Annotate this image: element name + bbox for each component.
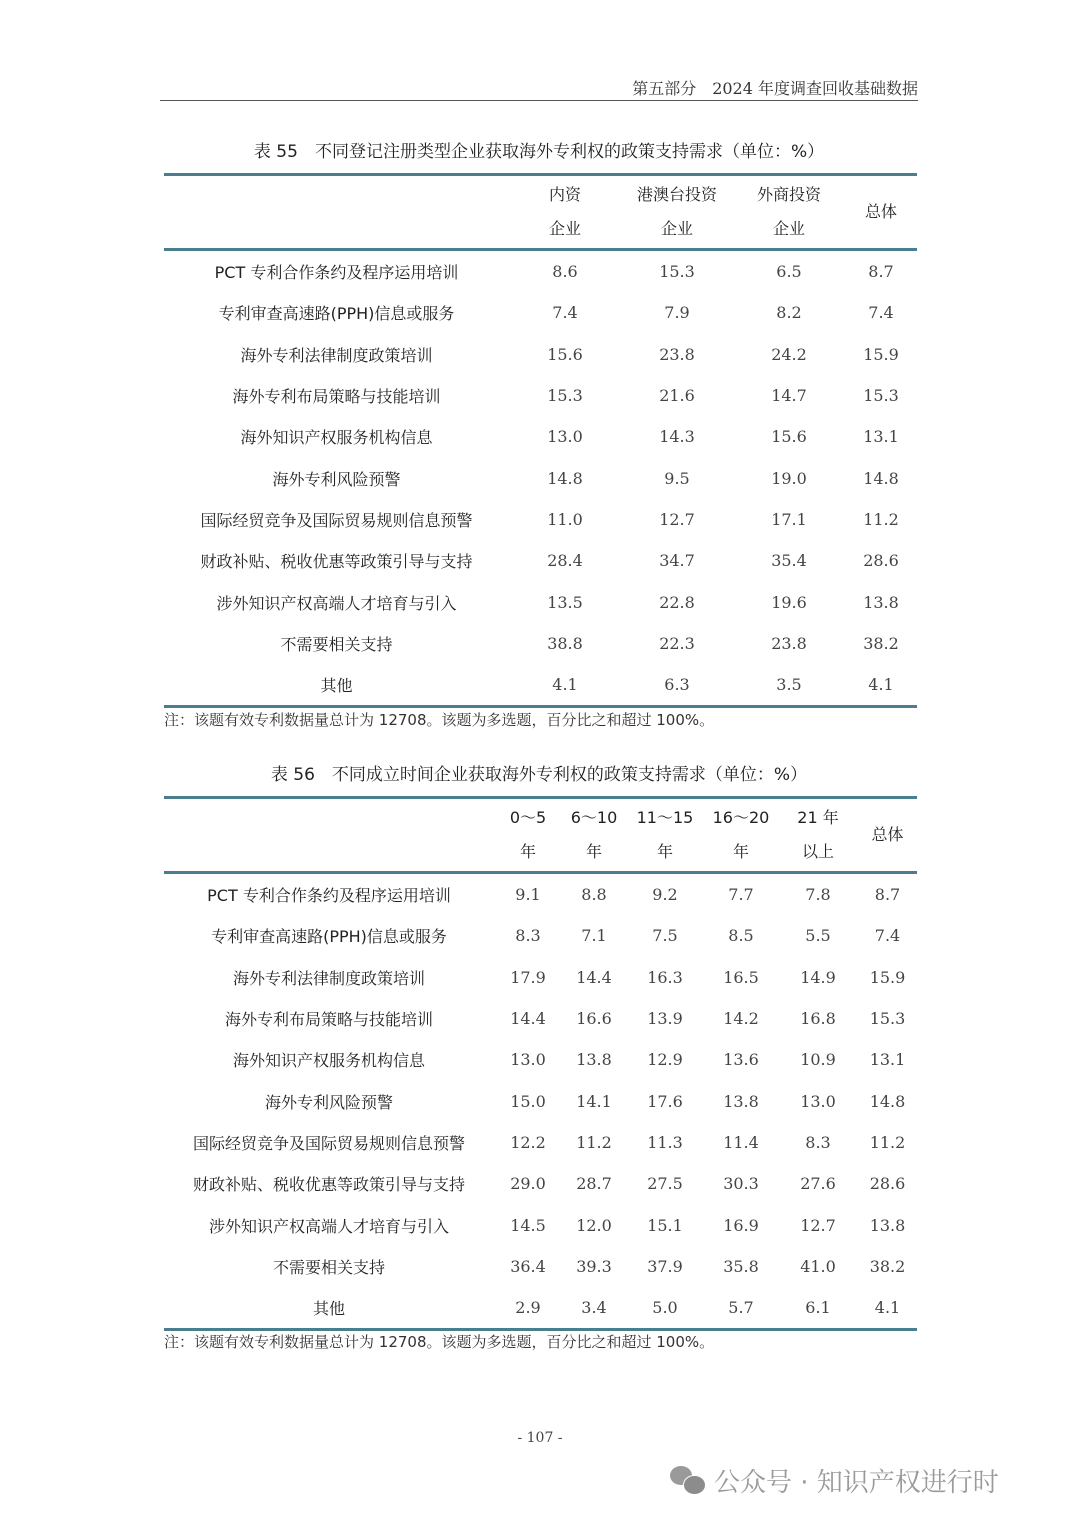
- table56-header-row: [164, 798, 917, 873]
- cell-value: 5.5: [805, 926, 831, 946]
- table-row: [164, 375, 917, 416]
- table-row: [164, 250, 917, 293]
- row-label: 不需要相关支持: [272, 1257, 385, 1277]
- cell-value: 13.1: [869, 1050, 906, 1070]
- cell-value: 14.7: [771, 386, 807, 406]
- cell-value: 13.8: [869, 1215, 906, 1235]
- cell-value: 28.6: [863, 551, 899, 571]
- cell-value: 11.2: [576, 1132, 612, 1152]
- table-row: [164, 873, 917, 916]
- row-label: 其他: [320, 676, 353, 696]
- cell-value: 19.0: [771, 468, 807, 488]
- section-header: 第五部分 2024 年度调查回收基础数据: [632, 79, 918, 98]
- cell-value: 30.3: [723, 1174, 759, 1194]
- cell-value: 13.0: [547, 427, 583, 447]
- cell-value: 4.1: [874, 1298, 901, 1318]
- cell-value: 13.0: [510, 1050, 546, 1070]
- table56-col-header: 16～20 年: [712, 808, 770, 861]
- row-label: 海外专利风险预警: [272, 469, 401, 489]
- cell-value: 38.8: [547, 633, 583, 653]
- cell-value: 39.3: [576, 1256, 612, 1276]
- table-row: [164, 1287, 917, 1330]
- cell-value: 11.3: [647, 1132, 683, 1152]
- cell-value: 8.6: [552, 262, 578, 282]
- cell-value: 15.9: [869, 967, 906, 987]
- cell-value: 14.9: [800, 967, 836, 987]
- cell-value: 16.8: [800, 1009, 836, 1029]
- table56-col-header: 0～5 年: [509, 808, 547, 861]
- row-label: 不需要相关支持: [280, 634, 393, 654]
- cell-value: 15.6: [547, 344, 583, 364]
- cell-value: 41.0: [800, 1256, 836, 1276]
- table-row: [164, 540, 917, 581]
- cell-value: 7.4: [868, 303, 894, 323]
- cell-value: 3.5: [776, 675, 802, 695]
- cell-value: 13.8: [576, 1050, 612, 1070]
- cell-value: 7.4: [874, 926, 901, 946]
- cell-value: 5.0: [652, 1298, 678, 1318]
- cell-value: 17.6: [647, 1091, 683, 1111]
- cell-value: 12.0: [576, 1215, 612, 1235]
- cell-value: 13.9: [647, 1009, 683, 1029]
- cell-value: 23.8: [659, 344, 695, 364]
- cell-value: 14.8: [863, 468, 899, 488]
- cell-value: 7.5: [652, 926, 678, 946]
- cell-value: 7.4: [552, 303, 578, 323]
- cell-value: 14.1: [576, 1091, 612, 1111]
- table56-caption: 表 56 不同成立时间企业获取海外专利权的政策支持需求（单位：%）: [270, 765, 808, 785]
- cell-value: 37.9: [647, 1256, 683, 1276]
- table56-corner: [164, 798, 494, 873]
- cell-value: 14.4: [576, 967, 612, 987]
- cell-value: 4.1: [868, 675, 894, 695]
- cell-value: 16.5: [723, 967, 759, 987]
- cell-value: 13.8: [723, 1091, 759, 1111]
- table56-note: 注：该题有效专利数据量总计为 12708。该题为多选题，百分比之和超过 100%。: [164, 1333, 715, 1351]
- table-row: [164, 1163, 917, 1204]
- cell-value: 15.0: [510, 1091, 546, 1111]
- cell-value: 14.8: [869, 1091, 906, 1111]
- cell-value: 11.2: [869, 1132, 906, 1152]
- table55: [164, 173, 917, 708]
- wechat-icon: [670, 1466, 706, 1496]
- cell-value: 15.3: [659, 262, 695, 282]
- table55-col-header: 内资 企业: [548, 185, 581, 238]
- cell-value: 15.9: [863, 344, 899, 364]
- table55-col-header: 外商投资 企业: [756, 185, 821, 238]
- table-row: [164, 581, 917, 622]
- cell-value: 24.2: [771, 344, 807, 364]
- cell-value: 9.1: [515, 885, 541, 905]
- cell-value: 28.7: [576, 1174, 612, 1194]
- cell-value: 12.9: [647, 1050, 683, 1070]
- row-label: 国际经贸竞争及国际贸易规则信息预警: [192, 1133, 465, 1153]
- cell-value: 4.1: [552, 675, 578, 695]
- cell-value: 8.5: [728, 926, 754, 946]
- cell-value: 8.2: [776, 303, 802, 323]
- cell-value: 8.3: [515, 926, 541, 946]
- cell-value: 19.6: [771, 592, 807, 612]
- table-row: [164, 1122, 917, 1163]
- cell-value: 11.2: [863, 509, 899, 529]
- row-label: 海外知识产权服务机构信息: [232, 1051, 425, 1071]
- cell-value: 2.9: [515, 1298, 541, 1318]
- cell-value: 29.0: [510, 1174, 546, 1194]
- cell-value: 13.5: [547, 592, 583, 612]
- table55-col-header: 港澳台投资 企业: [636, 185, 717, 238]
- cell-value: 14.8: [547, 468, 583, 488]
- cell-value: 35.4: [771, 551, 807, 571]
- table56-col-header: 总体: [871, 825, 904, 844]
- table55-caption: 表 55 不同登记注册类型企业获取海外专利权的政策支持需求（单位：%）: [253, 142, 825, 162]
- row-label: 财政补贴、税收优惠等政策引导与支持: [192, 1175, 465, 1195]
- table56-col-header: 21 年 以上: [797, 808, 839, 861]
- row-label: 财政补贴、税收优惠等政策引导与支持: [200, 552, 473, 572]
- cell-value: 8.3: [805, 1132, 831, 1152]
- row-label: 海外专利法律制度政策培训: [232, 968, 425, 988]
- watermark-text: 公众号 · 知识产权进行时: [714, 1468, 999, 1498]
- cell-value: 16.6: [576, 1009, 612, 1029]
- cell-value: 36.4: [510, 1256, 546, 1276]
- table-row: [164, 915, 917, 956]
- cell-value: 13.1: [863, 427, 899, 447]
- cell-value: 21.6: [659, 386, 695, 406]
- row-label: 海外专利布局策略与技能培训: [224, 1010, 433, 1030]
- row-label: PCT 专利合作条约及程序运用培训: [214, 263, 459, 283]
- cell-value: 7.9: [664, 303, 690, 323]
- cell-value: 15.1: [647, 1215, 683, 1235]
- cell-value: 28.4: [547, 551, 583, 571]
- cell-value: 13.6: [723, 1050, 759, 1070]
- cell-value: 15.3: [547, 386, 583, 406]
- cell-value: 34.7: [659, 551, 695, 571]
- row-label: 海外知识产权服务机构信息: [240, 428, 433, 448]
- table-row: [164, 416, 917, 457]
- table55-col-header: 总体: [864, 202, 897, 221]
- cell-value: 12.7: [800, 1215, 836, 1235]
- table-row: [164, 1080, 917, 1121]
- cell-value: 16.9: [723, 1215, 759, 1235]
- cell-value: 8.7: [868, 262, 894, 282]
- table-row: [164, 1039, 917, 1080]
- row-label: 国际经贸竞争及国际贸易规则信息预警: [200, 510, 473, 530]
- cell-value: 3.4: [581, 1298, 607, 1318]
- cell-value: 14.3: [659, 427, 695, 447]
- cell-value: 8.7: [874, 885, 901, 905]
- table-row: [164, 998, 917, 1039]
- table-row: [164, 334, 917, 375]
- cell-value: 17.1: [771, 509, 807, 529]
- cell-value: 12.7: [659, 509, 695, 529]
- page-number: - 107 -: [517, 1430, 563, 1446]
- cell-value: 14.4: [510, 1009, 546, 1029]
- row-label: 海外专利布局策略与技能培训: [232, 387, 441, 407]
- row-label: 海外专利风险预警: [264, 1092, 393, 1112]
- cell-value: 10.9: [800, 1050, 836, 1070]
- row-label: 海外专利法律制度政策培训: [240, 345, 433, 365]
- cell-value: 9.2: [652, 885, 678, 905]
- cell-value: 27.6: [800, 1174, 836, 1194]
- cell-value: 8.8: [581, 885, 607, 905]
- cell-value: 11.4: [723, 1132, 759, 1152]
- watermark: [670, 1462, 999, 1499]
- cell-value: 28.6: [869, 1174, 906, 1194]
- table-row: [164, 623, 917, 664]
- row-label: PCT 专利合作条约及程序运用培训: [207, 886, 451, 906]
- cell-value: 38.2: [863, 633, 899, 653]
- header-rule: [160, 100, 918, 101]
- cell-value: 22.8: [659, 592, 695, 612]
- cell-value: 16.3: [647, 967, 683, 987]
- cell-value: 11.0: [547, 509, 583, 529]
- table-row: [164, 1246, 917, 1287]
- cell-value: 27.5: [647, 1174, 683, 1194]
- row-label: 其他: [312, 1299, 345, 1319]
- cell-value: 6.5: [776, 262, 802, 282]
- table-row: [164, 664, 917, 707]
- row-label: 涉外知识产权高端人才培育与引入: [216, 593, 457, 613]
- table-row: [164, 292, 917, 333]
- cell-value: 38.2: [869, 1256, 906, 1276]
- cell-value: 7.8: [805, 885, 831, 905]
- table-row: [164, 499, 917, 540]
- cell-value: 12.2: [510, 1132, 546, 1152]
- table56-col-header: 11～15 年: [636, 808, 694, 861]
- row-label: 专利审查高速路(PPH)信息或服务: [211, 927, 447, 947]
- table55-corner: [164, 175, 509, 250]
- cell-value: 7.7: [728, 885, 754, 905]
- cell-value: 15.6: [771, 427, 807, 447]
- table55-header-row: [164, 175, 917, 250]
- cell-value: 5.7: [728, 1298, 754, 1318]
- row-label: 涉外知识产权高端人才培育与引入: [208, 1216, 449, 1236]
- cell-value: 14.2: [723, 1009, 759, 1029]
- table-row: [164, 1204, 917, 1245]
- cell-value: 13.0: [800, 1091, 836, 1111]
- cell-value: 15.3: [863, 386, 899, 406]
- cell-value: 6.1: [805, 1298, 831, 1318]
- cell-value: 17.9: [510, 967, 546, 987]
- table-row: [164, 457, 917, 498]
- cell-value: 22.3: [659, 633, 695, 653]
- table55-note: 注：该题有效专利数据量总计为 12708。该题为多选题，百分比之和超过 100%。: [164, 711, 715, 729]
- table56: [164, 796, 917, 1331]
- cell-value: 14.5: [510, 1215, 546, 1235]
- cell-value: 35.8: [723, 1256, 759, 1276]
- cell-value: 6.3: [664, 675, 690, 695]
- cell-value: 7.1: [581, 926, 607, 946]
- cell-value: 9.5: [664, 468, 690, 488]
- cell-value: 15.3: [869, 1009, 906, 1029]
- table56-col-header: 6～10 年: [570, 808, 618, 861]
- table-row: [164, 957, 917, 998]
- cell-value: 13.8: [863, 592, 899, 612]
- row-label: 专利审查高速路(PPH)信息或服务: [218, 304, 455, 324]
- cell-value: 23.8: [771, 633, 807, 653]
